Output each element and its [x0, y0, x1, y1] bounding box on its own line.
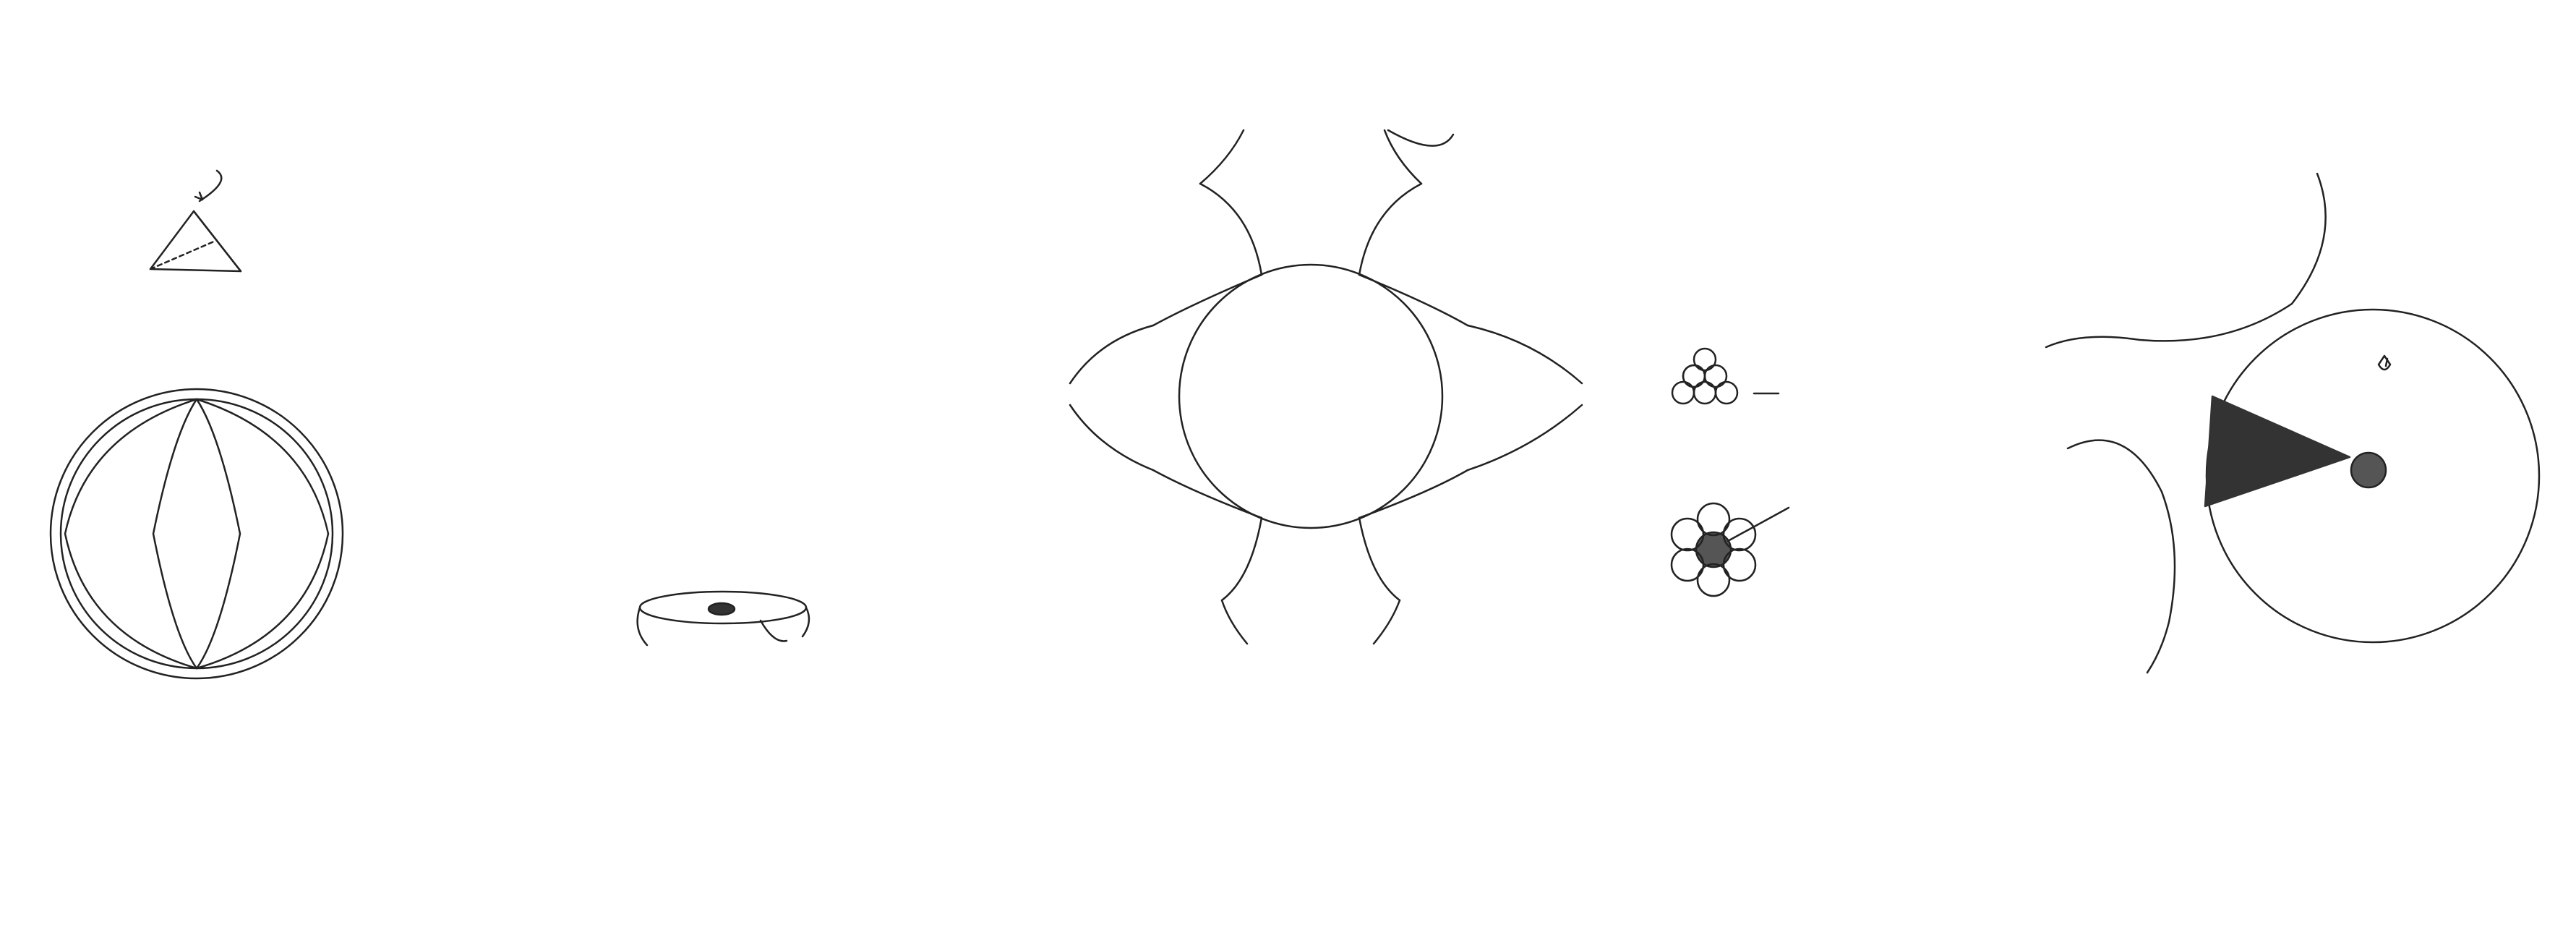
universe-helix-diagram [638, 592, 809, 645]
super-cosmos-diagram [2046, 174, 2539, 673]
creation-cosmos-diagram [51, 389, 343, 678]
cosmos-cluster-diagram [1070, 130, 1582, 644]
packing-diagram [1672, 349, 1789, 596]
trinity-diagram [150, 171, 241, 271]
